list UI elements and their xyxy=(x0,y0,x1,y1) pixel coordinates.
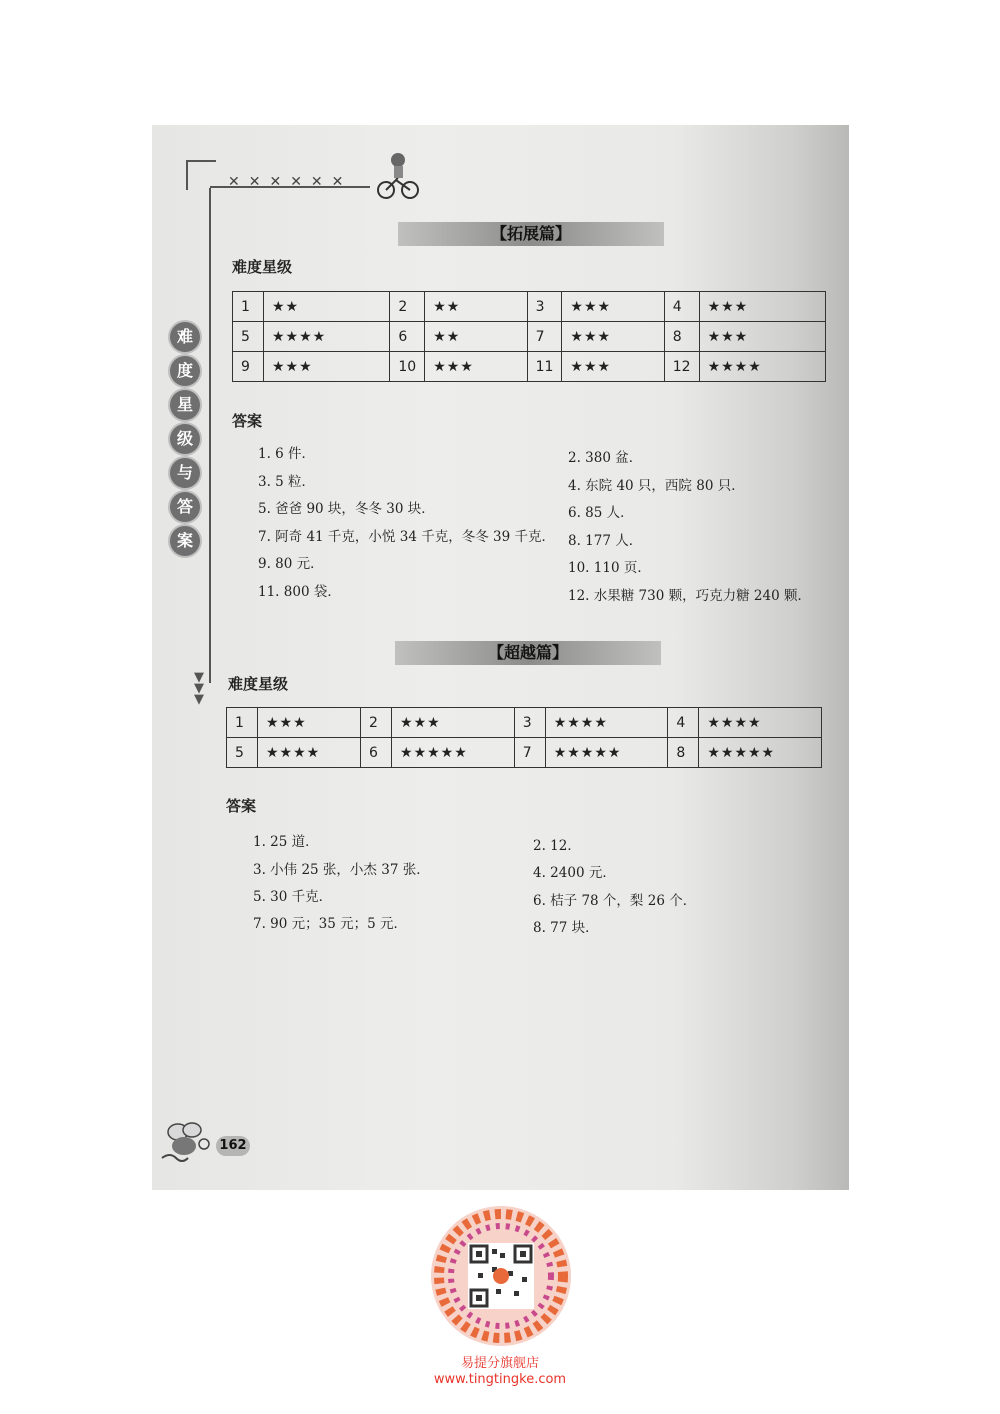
header-decoration: ✕✕✕✕✕✕ xyxy=(228,174,353,190)
star-rating: ★★★★ xyxy=(699,708,822,738)
star-rating: ★★★★ xyxy=(545,708,668,738)
answer-item: 2. 12． xyxy=(533,838,581,854)
question-number: 9 xyxy=(233,352,264,382)
shop-name: 易提分旗舰店 xyxy=(460,1356,539,1371)
section-banner-advanced: 【超越篇】 xyxy=(395,641,661,665)
star-rating: ★★★ xyxy=(258,708,361,738)
question-number: 4 xyxy=(668,708,699,738)
table-row xyxy=(233,292,826,322)
table-row xyxy=(233,322,826,352)
question-number: 1 xyxy=(233,292,264,322)
star-rating: ★★★ xyxy=(562,322,664,352)
difficulty-table xyxy=(226,707,822,768)
star-rating: ★★★★ xyxy=(258,738,361,768)
question-number: 7 xyxy=(527,322,562,352)
section-banner-expand: 【拓展篇】 xyxy=(398,222,664,246)
star-rating: ★★★ xyxy=(264,352,390,382)
sidebar-char: 难 xyxy=(170,322,200,352)
answer-item: 8. 177 人． xyxy=(568,533,643,549)
answer-item: 6. 桔子 78 个，梨 26 个． xyxy=(533,893,697,909)
sidebar-char: 度 xyxy=(170,356,200,386)
answer-item: 8. 77 块． xyxy=(533,920,599,936)
question-number: 3 xyxy=(527,292,562,322)
answer-item: 1. 6 件． xyxy=(258,446,316,462)
answer-item: 1. 25 道． xyxy=(253,834,319,850)
difficulty-heading: 难度星级 xyxy=(228,675,289,693)
difficulty-table xyxy=(232,291,826,382)
star-rating: ★★ xyxy=(264,292,390,322)
star-rating: ★★ xyxy=(425,292,527,322)
question-number: 10 xyxy=(390,352,425,382)
question-number: 11 xyxy=(527,352,562,382)
star-rating: ★★★ xyxy=(562,292,664,322)
answers-heading: 答案 xyxy=(226,797,257,815)
answer-item: 5. 爸爸 90 块，冬冬 30 块． xyxy=(258,501,435,517)
question-number: 5 xyxy=(227,738,258,768)
sidebar-char: 案 xyxy=(170,526,200,556)
answer-item: 10. 110 页． xyxy=(568,560,651,576)
sidebar-char: 与 xyxy=(170,458,200,488)
star-rating: ★★★ xyxy=(392,708,515,738)
answer-item: 7. 阿奇 41 千克，小悦 34 千克，冬冬 39 千克． xyxy=(258,529,555,545)
question-number: 12 xyxy=(664,352,699,382)
shop-url[interactable]: www.tingtingke.com xyxy=(433,1372,567,1387)
answer-item: 12. 水果糖 730 颗，巧克力糖 240 颗． xyxy=(568,588,811,604)
question-number: 8 xyxy=(668,738,699,768)
sidebar-char: 星 xyxy=(170,390,200,420)
question-number: 5 xyxy=(233,322,264,352)
bee-icon xyxy=(158,1118,216,1166)
question-number: 8 xyxy=(664,322,699,352)
sidebar-rule xyxy=(209,188,211,683)
question-number: 6 xyxy=(390,322,425,352)
answer-item: 5. 30 千克． xyxy=(253,889,333,905)
answer-item: 3. 5 粒． xyxy=(258,474,316,490)
question-number: 2 xyxy=(361,708,392,738)
star-rating: ★★★★ xyxy=(264,322,390,352)
answers-heading: 答案 xyxy=(232,412,263,430)
table-row xyxy=(227,708,822,738)
cyclist-boy-icon xyxy=(372,150,422,200)
sidebar-title xyxy=(170,322,202,560)
question-number: 4 xyxy=(664,292,699,322)
star-rating: ★★★ xyxy=(562,352,664,382)
table-row xyxy=(233,352,826,382)
star-rating: ★★★★ xyxy=(699,352,825,382)
answer-item: 11. 800 袋． xyxy=(258,584,341,600)
star-rating: ★★ xyxy=(425,322,527,352)
question-number: 7 xyxy=(514,738,545,768)
answer-item: 7. 90 元；35 元；5 元． xyxy=(253,916,407,932)
answer-item: 3. 小伟 25 张，小杰 37 张． xyxy=(253,862,430,878)
question-number: 6 xyxy=(361,738,392,768)
page-number: 162 xyxy=(216,1136,250,1156)
difficulty-heading: 难度星级 xyxy=(232,258,293,276)
star-rating: ★★★★★ xyxy=(545,738,668,768)
answer-item: 2. 380 盆． xyxy=(568,450,643,466)
star-rating: ★★★★★ xyxy=(392,738,515,768)
sidebar-char: 级 xyxy=(170,424,200,454)
sidebar-char: 答 xyxy=(170,492,200,522)
question-number: 2 xyxy=(390,292,425,322)
qr-code-icon xyxy=(430,1205,572,1347)
down-arrows-icon: ▼ ▼ ▼ xyxy=(194,670,204,707)
star-rating: ★★★ xyxy=(699,292,825,322)
table-row xyxy=(227,738,822,768)
answer-item: 4. 东院 40 只，西院 80 只． xyxy=(568,478,745,494)
star-rating: ★★★ xyxy=(425,352,527,382)
star-rating: ★★★ xyxy=(699,322,825,352)
answer-item: 9. 80 元． xyxy=(258,556,324,572)
answer-item: 4. 2400 元． xyxy=(533,865,616,881)
question-number: 1 xyxy=(227,708,258,738)
question-number: 3 xyxy=(514,708,545,738)
star-rating: ★★★★★ xyxy=(699,738,822,768)
answer-item: 6. 85 人． xyxy=(568,505,634,521)
